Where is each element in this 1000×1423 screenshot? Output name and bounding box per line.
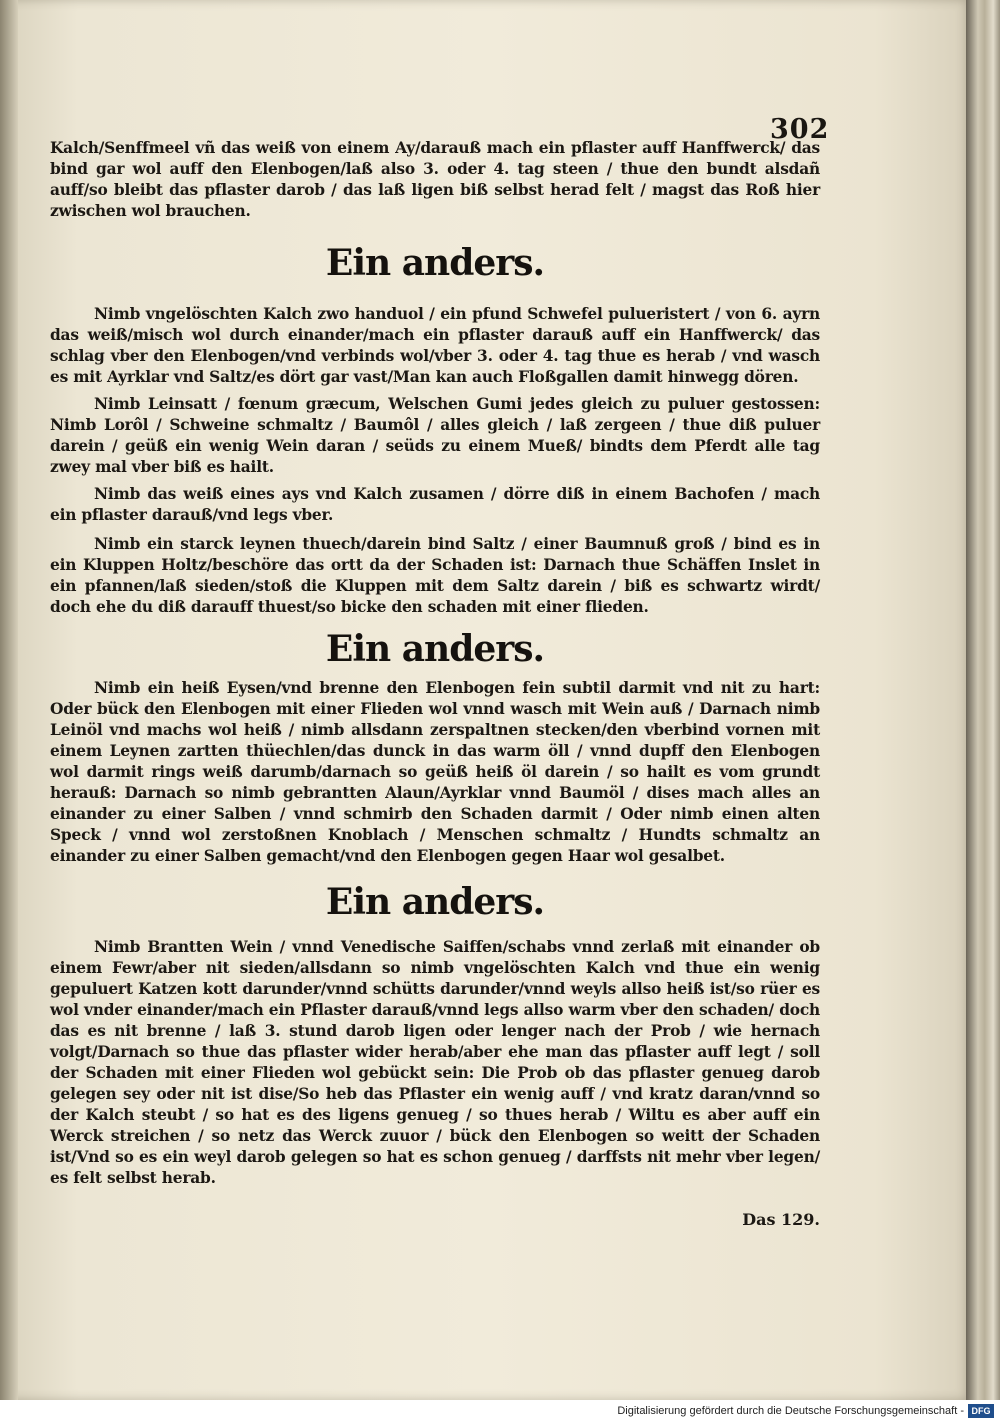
paragraph: Nimb Brantten Wein / vnnd Venedische Saiffen/schabs vnnd zerlaß mit einander ob einem Fewr/aber nit sieden/allsdann so nimb vngelöschten Kalch vnd thue ein wenig gepuluert Katzen kott darunder/vnnd schütts darunder/vnnd weyls allso heiß ist/so rüer es wol vnder einander/mach ein Pflaster darauß/vnnd legs allso warm vber den schaden/ doch das es nit brenne / laß 3. stund darob ligen oder lenger nach der Prob / wie hernach volgt/Darnach so thue das pflaster wider herab/aber ehe man das pflaster auff legt / soll der Schaden mit einer Flieden wol gebückt sein: Die Prob ob das pflaster genueg darob gelegen sey oder nit ist dise/So heb das Pflaster ein wenig auff / vnd kratz daran/vnnd so der Kalch steubt / so hat es des ligens genueg / so thues herab / Wiltu es aber auff ein Werck streichen / so netz das Werck zuuor / bück den Elenbogen so weitt der Schaden ist/Vnd so es ein weyl darob gelegen so hat es schon genueg / darffsts nit mehr vber legen/ es felt selbst herab. [50,938,820,1187]
catchword: Das 129. [742,1210,820,1229]
page-text-block [50,138,820,1189]
dfg-logo: DFG [968,1404,994,1418]
paragraph: Nimb das weiß eines ays vnd Kalch zusamen / dörre diß in einem Bachofen / mach ein pflaster darauß/vnd legs vber. [50,485,820,524]
book-page-edges [966,0,1000,1400]
page-number: 302 [770,114,830,145]
digitization-footer [0,1400,1000,1423]
section-heading: Ein anders. [325,242,545,284]
intro-paragraph: Kalch/Senffmeel vñ das weiß von einem Ay/darauß mach ein pflaster auff Hanffwerck/ das bind gar wol auff den Elenbogen/laß also 3. oder 4. tag steen / thue den bundt alsdañ auff/so bleibt das pflaster darob / das laß ligen biß selbst herad felt / magst das Roß hier zwischen wol brauchen. [50,139,820,220]
section-heading: Ein anders. [325,628,545,670]
funding-credit: Digitalisierung gefördert durch die Deutsche Forschungsgemeinschaft - [617,1405,964,1417]
paragraph: Nimb vngelöschten Kalch zwo handuol / ein pfund Schwefel pulueristert / von 6. ayrn das weiß/misch wol durch einander/mach ein pflaster darauß auff ein Hanffwerck/ das schlag vber den Elenbogen/vnd verbinds wol/vber 3. oder 4. tag thue es herab / vnd wasch es mit Ayrklar vnd Saltz/es dört gar vast/Man kan auch Floßgallen damit hinwegg dören. [50,305,820,386]
section-heading: Ein anders. [325,881,545,923]
paragraph: Nimb ein starck leynen thuech/darein bind Saltz / einer Baumnuß groß / bind es in ein Kluppen Holtz/beschöre das ortt da der Schaden ist: Darnach thue Schäffen Inslet in ein pfannen/laß sieden/stoß die Kluppen mit dem Saltz darein / biß es schwartz wirdt/ doch ehe du diß darauff thuest/so bicke den schaden mit einer flieden. [50,535,820,616]
paragraph: Nimb Leinsatt / fœnum græcum, Welschen Gumi jedes gleich zu puluer gestossen: Nimb Lorôl / Schweine schmaltz / Baumôl / alles gleich / laß zergeen / thue diß puluer darein / geüß ein wenig Wein daran / seüds zu einem Mueß/ bindts dem Pferdt alle tag zwey mal vber biß es hailt. [50,395,820,476]
page-gutter [0,0,18,1400]
paragraph: Nimb ein heiß Eysen/vnd brenne den Elenbogen fein subtil darmit vnd nit zu hart: Oder bück den Elenbogen mit einer Flieden wol vnnd wasch mit Wein auß / Darnach nimb Leinöl vnd machs wol heiß / nimb allsdann zerspaltnen stecken/den vberbind vornen mit einem Leynen zartten thüechlen/das dunck in das warm öll / vnnd dupff den Elenbogen wol darmit rings weiß darumb/darnach so geüß heiß öl darein / so hailt es vom grundt herauß: Darnach so nimb gebrantten Alaun/Ayrklar vnnd Baumöl / dises mach alles an einander zu einer Salben / vnnd schmirb den Schaden darmit / Oder nimb einen alten Speck / vnnd wol zerstoßnen Knoblach / Menschen schmaltz / Hundts schmaltz an einander zu einer Salben gemacht/vnd den Elenbogen gegen Haar wol gesalbet. [50,679,820,865]
